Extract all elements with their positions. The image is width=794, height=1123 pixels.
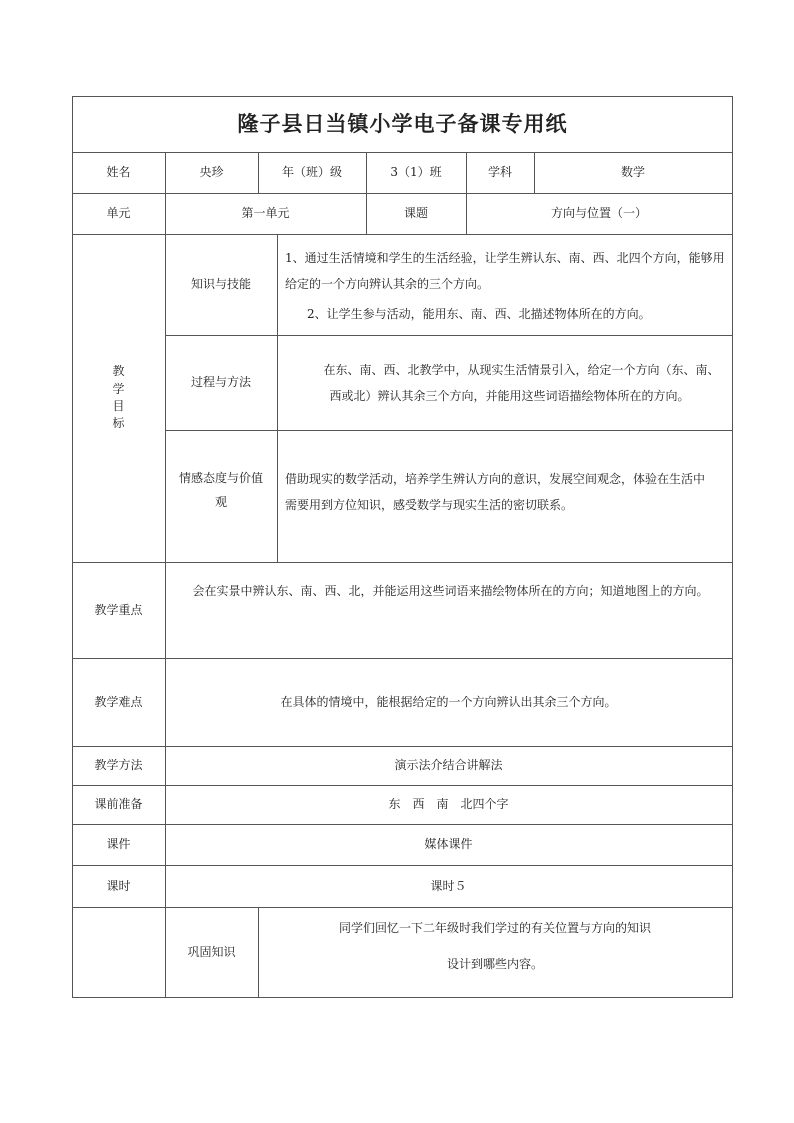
unit-label: 单元: [106, 206, 131, 221]
knowledge-point-1: 1、通过生活情境和学生的生活经验，让学生辨认东、南、西、北四个方向，能够用给定的一个方向辨认其余的三个方向。: [285, 250, 725, 291]
name-value: 央珍: [199, 165, 224, 180]
process-text: 在东、南、西、北教学中，从现实生活情景引入，给定一个方向（东、南、西或北）辨认其余三个方向，并能用这些词语描绘物体所在的方向。: [323, 362, 720, 403]
difficult-points-label: 教学难点: [94, 694, 143, 709]
key-points-text: 会在实景中辨认东、南、西、北，并能运用这些词语来描绘物体所在的方向；知道地图上的方向。: [192, 584, 709, 598]
courseware-value: 媒体课件: [424, 837, 473, 852]
courseware-label: 课件: [106, 837, 131, 852]
hours-label: 课时: [106, 878, 131, 893]
emotion-label: 情感态度与价值观: [179, 471, 264, 509]
key-points-content: [165, 562, 732, 658]
page-title: 隆子县日当镇小学电子备课专用纸: [237, 111, 568, 137]
key-points-label: 教学重点: [94, 602, 143, 617]
method-label: 教学方法: [94, 758, 143, 773]
difficult-points-text: 在具体的情境中，能根据给定的一个方向辨认出其余三个方向。: [280, 694, 617, 709]
hours-value: 课时５: [430, 878, 467, 893]
objectives-label: [72, 234, 165, 562]
name-label: 姓名: [106, 165, 131, 180]
knowledge-content: [277, 234, 732, 335]
review-content: [258, 907, 732, 997]
topic-value: 方向与位置（一）: [550, 206, 647, 221]
objectives-label-char: 教: [112, 364, 125, 379]
objectives-label-char: 标: [112, 416, 125, 431]
review-label: 巩固知识: [187, 944, 236, 959]
review-line-1: 同学们回忆一下二年级时我们学过的有关位置与方向的知识: [338, 921, 651, 935]
grade-value: 3（1）班: [390, 165, 442, 180]
topic-label: 课题: [403, 206, 428, 221]
table-border: [732, 96, 733, 998]
method-value: 演示法介结合讲解法: [394, 758, 503, 773]
subject-label: 学科: [487, 165, 512, 180]
preparation-label: 课前准备: [94, 797, 143, 812]
process-label: 过程与方法: [190, 375, 251, 390]
unit-value: 第一单元: [241, 206, 290, 221]
review-line-2: 设计到哪些内容。: [446, 957, 543, 971]
objectives-label-char: 学: [112, 381, 125, 396]
subject-value: 数学: [620, 165, 645, 180]
knowledge-point-2: 2、让学生参与活动，能用东、南、西、北描述物体所在的方向。: [307, 306, 651, 321]
table-border: [72, 997, 733, 998]
knowledge-label: 知识与技能: [190, 277, 251, 292]
objectives-label-char: 目: [112, 399, 125, 413]
emotion-content: [277, 430, 732, 562]
process-content: [277, 335, 732, 430]
grade-label: 年（班）级: [281, 165, 342, 180]
emotion-text: 借助现实的数学活动，培养学生辨认方向的意识，发展空间观念，体验在生活中需要用到方位知识，感受数学与现实生活的密切联系。: [285, 472, 706, 512]
preparation-value: 东 西 南 北四个字: [388, 797, 509, 812]
